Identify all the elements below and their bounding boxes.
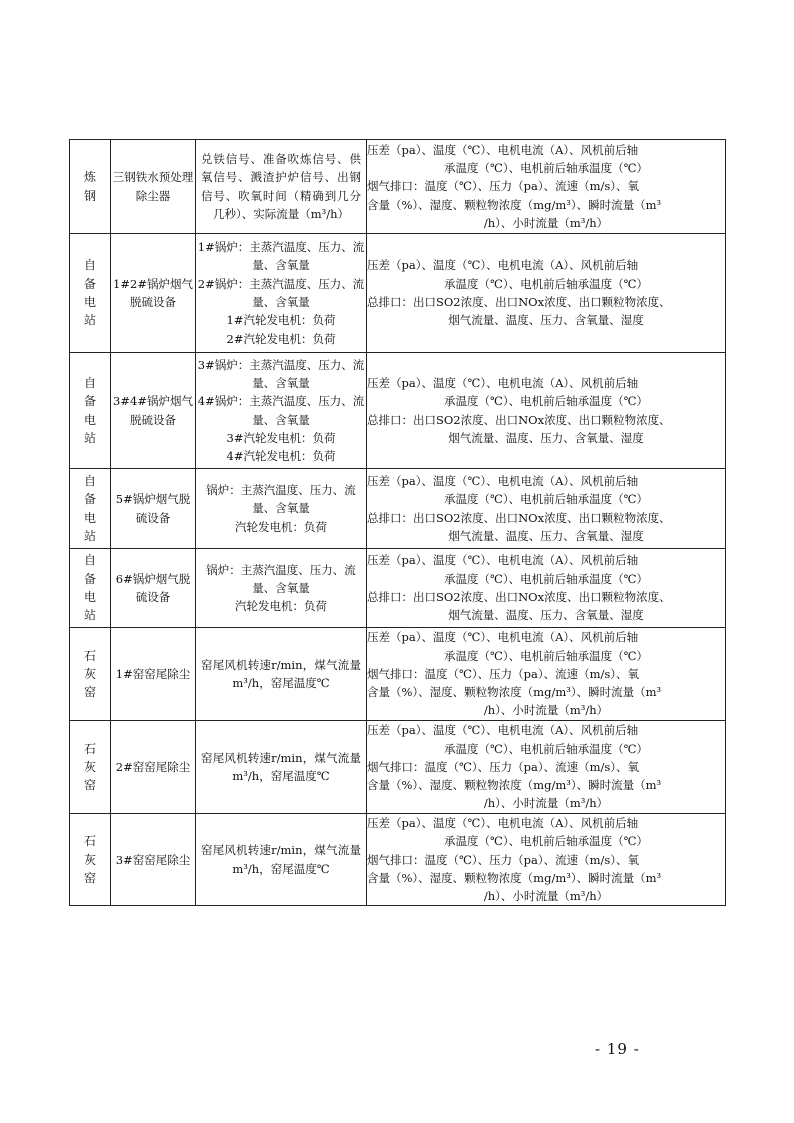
monitor-line: 烟气排口：温度（℃）、压力（pa）、流速（m/s）、氧 [367, 179, 640, 194]
process-line: 4#锅炉：主蒸汽温度、压力、流量、含氧量 [197, 394, 365, 427]
process-line: 3#汽轮发电机：负荷 [226, 430, 336, 445]
process-cell [196, 628, 367, 721]
equipment-cell [111, 549, 196, 628]
monitor-line: 压差（pa）、温度（℃）、电机电流（A）、风机前后轴 [367, 723, 639, 738]
process-cell [196, 549, 367, 628]
category-text: 自备电站 [83, 553, 96, 623]
table-body [70, 140, 726, 906]
process-cell [196, 721, 367, 814]
monitor-line: 烟气排口：温度（℃）、压力（pa）、流速（m/s）、氧 [367, 852, 640, 867]
process-line: 锅炉：主蒸汽温度、压力、流量、含氧量 [206, 562, 356, 595]
equipment-cell [111, 628, 196, 721]
process-cell [196, 140, 367, 234]
monitor-line: 压差（pa）、温度（℃）、电机电流（A）、风机前后轴 [367, 816, 639, 830]
category-text: 石灰窑 [83, 741, 96, 793]
monitor-line: 压差（pa）、温度（℃）、电机电流（A）、风机前后轴 [367, 142, 639, 157]
process-cell [196, 353, 367, 469]
monitor-line: 含量（%）、湿度、颗粒物浓度（mg/m³）、瞬时流量（m³ [367, 778, 662, 793]
category-text: 炼钢 [83, 170, 96, 203]
monitor-line: 烟气流量、温度、压力、含氧量、湿度 [448, 430, 644, 445]
table-row [70, 353, 726, 469]
category-cell [70, 234, 111, 353]
process-line: 窑尾风机转速r/min，煤气流量m³/h，窑尾温度℃ [201, 657, 361, 690]
equipment-text: 6#锅炉烟气脱硫设备 [115, 571, 191, 604]
category-cell [70, 814, 111, 906]
monitor-line: 承温度（℃）、电机前后轴承温度（℃） [444, 394, 648, 409]
monitor-line: 含量（%）、湿度、颗粒物浓度（mg/m³）、瞬时流量（m³ [367, 685, 662, 700]
equipment-cell [111, 814, 196, 906]
page-number: - 19 - [595, 1040, 640, 1058]
category-cell [70, 469, 111, 549]
monitor-line: 承温度（℃）、电机前后轴承温度（℃） [444, 741, 648, 756]
category-cell [70, 140, 111, 234]
monitor-cell [367, 140, 726, 234]
monitor-line: /h）、小时流量（m³/h） [483, 796, 609, 811]
monitor-line: 承温度（℃）、电机前后轴承温度（℃） [444, 834, 648, 849]
monitor-cell [367, 549, 726, 628]
equipment-cell [111, 234, 196, 353]
process-line: 窑尾风机转速r/min，煤气流量m³/h，窑尾温度℃ [201, 750, 361, 783]
monitor-line: 烟气排口：温度（℃）、压力（pa）、流速（m/s）、氧 [367, 759, 640, 774]
category-text: 自备电站 [83, 375, 96, 445]
monitor-line: 承温度（℃）、电机前后轴承温度（℃） [444, 276, 648, 291]
table-row [70, 814, 726, 906]
process-line: 兑铁信号、准备吹炼信号、供氧信号、溅渣护炉信号、出钢信号、吹氧时间（精确到几分几秒）、实际流量（m³/h） [201, 151, 361, 221]
monitor-line: 烟气流量、温度、压力、含氧量、湿度 [448, 313, 644, 328]
process-line: 汽轮发电机：负荷 [235, 599, 327, 614]
category-text: 石灰窑 [83, 834, 96, 885]
process-cell [196, 814, 367, 906]
monitor-line: 总排口：出口SO2浓度、出口NOx浓度、出口颗粒物浓度、 [367, 295, 671, 309]
process-line: 2#锅炉：主蒸汽温度、压力、流量、含氧量 [197, 276, 365, 309]
process-line: 2#汽轮发电机：负荷 [226, 331, 336, 346]
equipment-text: 1#窑窑尾除尘 [115, 666, 191, 681]
process-line: 3#锅炉：主蒸汽温度、压力、流量、含氧量 [197, 357, 365, 390]
table-row [70, 234, 726, 353]
monitor-line: 含量（%）、湿度、颗粒物浓度（mg/m³）、瞬时流量（m³ [367, 197, 662, 212]
table-row [70, 721, 726, 814]
monitor-cell [367, 234, 726, 353]
process-line: 4#汽轮发电机：负荷 [226, 449, 336, 464]
table-row [70, 469, 726, 549]
table-row [70, 549, 726, 628]
equipment-text: 5#锅炉烟气脱硫设备 [115, 492, 191, 525]
equipment-cell [111, 469, 196, 549]
monitor-line: 压差（pa）、温度（℃）、电机电流（A）、风机前后轴 [367, 473, 639, 488]
monitor-cell [367, 469, 726, 549]
monitor-line: 承温度（℃）、电机前后轴承温度（℃） [444, 571, 648, 586]
monitor-line: 压差（pa）、温度（℃）、电机电流（A）、风机前后轴 [367, 630, 639, 645]
equipment-text: 三钢铁水预处理除尘器 [112, 170, 194, 203]
equipment-cell [111, 140, 196, 234]
category-cell [70, 353, 111, 469]
monitor-line: 烟气流量、温度、压力、含氧量、湿度 [448, 608, 644, 623]
monitor-line: /h）、小时流量（m³/h） [483, 889, 609, 904]
monitor-line: /h）、小时流量（m³/h） [483, 703, 609, 718]
category-cell [70, 721, 111, 814]
monitor-line: 承温度（℃）、电机前后轴承温度（℃） [444, 161, 648, 176]
process-line: 锅炉：主蒸汽温度、压力、流量、含氧量 [206, 483, 356, 516]
monitor-line: 烟气流量、温度、压力、含氧量、湿度 [448, 528, 644, 543]
monitor-line: 压差（pa）、温度（℃）、电机电流（A）、风机前后轴 [367, 258, 639, 273]
table-row [70, 140, 726, 234]
table-row [70, 628, 726, 721]
category-text: 石灰窑 [83, 648, 96, 700]
monitor-line: 烟气排口：温度（℃）、压力（pa）、流速（m/s）、氧 [367, 666, 640, 681]
equipment-text: 2#窑窑尾除尘 [115, 759, 191, 774]
category-text: 自备电站 [83, 473, 96, 543]
category-text: 自备电站 [83, 258, 96, 328]
monitor-cell [367, 814, 726, 906]
monitor-cell [367, 353, 726, 469]
process-cell [196, 469, 367, 549]
monitor-line: 压差（pa）、温度（℃）、电机电流（A）、风机前后轴 [367, 553, 639, 568]
monitor-line: 承温度（℃）、电机前后轴承温度（℃） [444, 648, 648, 663]
category-cell [70, 549, 111, 628]
monitor-cell [367, 628, 726, 721]
monitoring-table [69, 139, 726, 906]
monitor-line: 承温度（℃）、电机前后轴承温度（℃） [444, 492, 648, 507]
monitor-line: 含量（%）、湿度、颗粒物浓度（mg/m³）、瞬时流量（m³ [367, 870, 662, 885]
equipment-cell [111, 353, 196, 469]
equipment-text: 3#4#锅炉烟气脱硫设备 [113, 394, 193, 427]
category-cell [70, 628, 111, 721]
monitor-line: 总排口：出口SO2浓度、出口NOx浓度、出口颗粒物浓度、 [367, 510, 671, 525]
monitor-line: 总排口：出口SO2浓度、出口NOx浓度、出口颗粒物浓度、 [367, 412, 671, 427]
equipment-cell [111, 721, 196, 814]
equipment-text: 1#2#锅炉烟气脱硫设备 [113, 276, 193, 309]
process-line: 1#锅炉：主蒸汽温度、压力、流量、含氧量 [197, 240, 365, 273]
monitor-line: 总排口：出口SO2浓度、出口NOx浓度、出口颗粒物浓度、 [367, 590, 671, 604]
process-line: 1#汽轮发电机：负荷 [226, 313, 336, 328]
process-cell [196, 234, 367, 353]
monitor-line: 压差（pa）、温度（℃）、电机电流（A）、风机前后轴 [367, 375, 639, 390]
monitor-line: /h）、小时流量（m³/h） [483, 215, 609, 230]
equipment-text: 3#窑窑尾除尘 [115, 852, 191, 867]
process-line: 窑尾风机转速r/min，煤气流量m³/h，窑尾温度℃ [201, 843, 361, 876]
process-line: 汽轮发电机：负荷 [235, 519, 327, 534]
monitor-cell [367, 721, 726, 814]
